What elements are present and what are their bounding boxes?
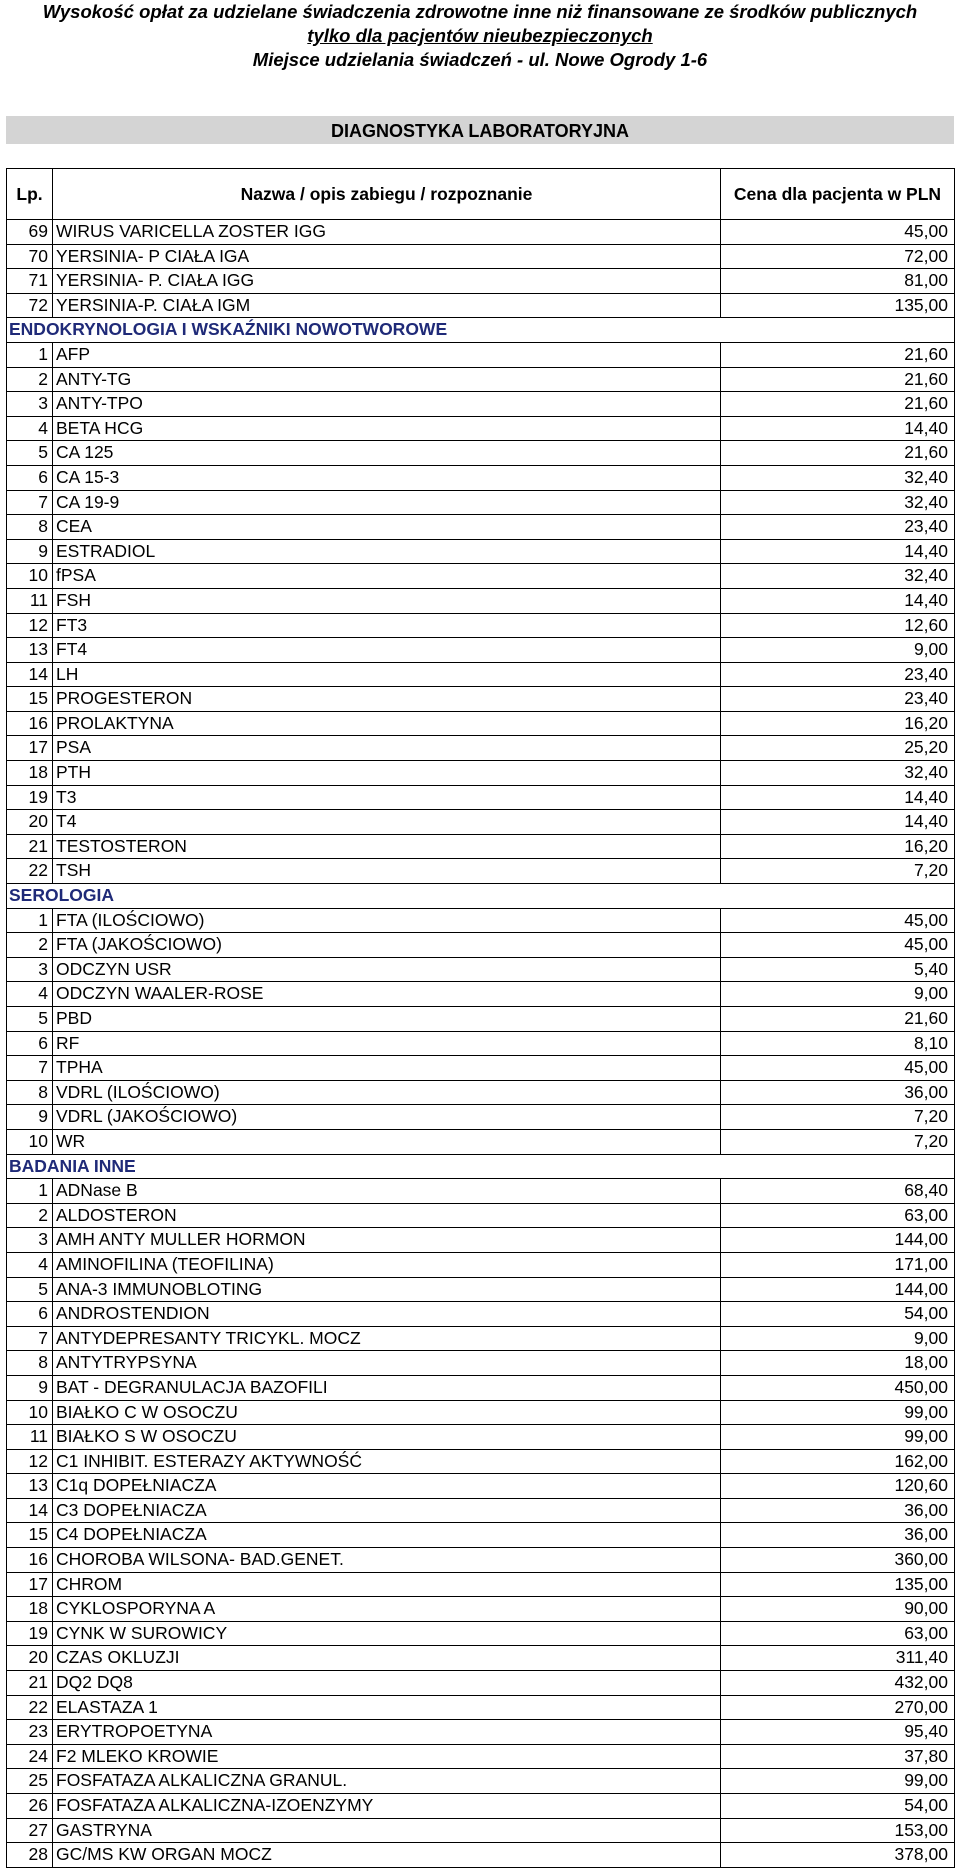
row-name: C4 DOPEŁNIACZA (53, 1523, 721, 1548)
table-row (7, 736, 955, 761)
table-row (7, 1179, 955, 1204)
row-name: CA 125 (53, 441, 721, 466)
row-lp: 11 (7, 588, 53, 613)
price-table (6, 168, 955, 1868)
row-lp: 21 (7, 1671, 53, 1696)
table-row (7, 588, 955, 613)
row-lp: 9 (7, 1105, 53, 1130)
row-name: BIAŁKO C W OSOCZU (53, 1400, 721, 1425)
row-lp: 5 (7, 441, 53, 466)
row-price: 36,00 (721, 1498, 955, 1523)
row-price: 81,00 (721, 269, 955, 294)
row-price: 14,40 (721, 785, 955, 810)
row-lp: 15 (7, 1523, 53, 1548)
row-lp: 7 (7, 1056, 53, 1081)
row-lp: 7 (7, 1326, 53, 1351)
row-lp: 27 (7, 1818, 53, 1843)
row-price: 63,00 (721, 1621, 955, 1646)
row-name: TESTOSTERON (53, 834, 721, 859)
table-row (7, 1302, 955, 1327)
row-name: ODCZYN WAALER-ROSE (53, 982, 721, 1007)
category-row (7, 1154, 955, 1179)
table-row (7, 785, 955, 810)
row-lp: 22 (7, 1695, 53, 1720)
row-name: ALDOSTERON (53, 1203, 721, 1228)
table-row (7, 1671, 955, 1696)
row-name: GASTRYNA (53, 1818, 721, 1843)
row-name: T3 (53, 785, 721, 810)
table-row (7, 515, 955, 540)
row-lp: 23 (7, 1720, 53, 1745)
row-name: CZAS OKLUZJI (53, 1646, 721, 1671)
row-lp: 21 (7, 834, 53, 859)
row-name: BIAŁKO S W OSOCZU (53, 1425, 721, 1450)
row-name: FOSFATAZA ALKALICZNA-IZOENZYMY (53, 1794, 721, 1819)
row-price: 9,00 (721, 982, 955, 1007)
row-lp: 13 (7, 1474, 53, 1499)
row-name: ANTY-TPO (53, 392, 721, 417)
row-name: PSA (53, 736, 721, 761)
row-name: ANTYDEPRESANTY TRICYKL. MOCZ (53, 1326, 721, 1351)
row-lp: 16 (7, 711, 53, 736)
column-header-name: Nazwa / opis zabiegu / rozpoznanie (53, 169, 721, 220)
row-lp: 1 (7, 1179, 53, 1204)
table-row (7, 1769, 955, 1794)
row-name: LH (53, 662, 721, 687)
row-price: 12,60 (721, 613, 955, 638)
table-row (7, 1228, 955, 1253)
row-price: 14,40 (721, 588, 955, 613)
row-lp: 24 (7, 1744, 53, 1769)
category-label: BADANIA INNE (7, 1154, 721, 1179)
table-row (7, 1277, 955, 1302)
table-row (7, 1007, 955, 1032)
row-lp: 69 (7, 220, 53, 245)
table-row (7, 613, 955, 638)
table-row (7, 1794, 955, 1819)
row-price: 135,00 (721, 293, 955, 318)
row-name: C3 DOPEŁNIACZA (53, 1498, 721, 1523)
row-lp: 70 (7, 244, 53, 269)
table-row (7, 638, 955, 663)
column-header-price: Cena dla pacjenta w PLN (721, 169, 955, 220)
row-price: 378,00 (721, 1843, 955, 1868)
row-name: ERYTROPOETYNA (53, 1720, 721, 1745)
row-price: 311,40 (721, 1646, 955, 1671)
row-price: 14,40 (721, 539, 955, 564)
table-row (7, 1597, 955, 1622)
table-header-row (7, 169, 955, 220)
row-price: 72,00 (721, 244, 955, 269)
row-price: 32,40 (721, 761, 955, 786)
row-price: 36,00 (721, 1523, 955, 1548)
table-row (7, 982, 955, 1007)
row-lp: 72 (7, 293, 53, 318)
row-price: 36,00 (721, 1080, 955, 1105)
table-row (7, 761, 955, 786)
row-price: 144,00 (721, 1277, 955, 1302)
row-price: 18,00 (721, 1351, 955, 1376)
row-name: RF (53, 1031, 721, 1056)
row-lp: 4 (7, 982, 53, 1007)
table-row (7, 1400, 955, 1425)
row-name: ODCZYN USR (53, 957, 721, 982)
table-row (7, 244, 955, 269)
row-price: 16,20 (721, 711, 955, 736)
row-lp: 12 (7, 1449, 53, 1474)
row-price: 7,20 (721, 1105, 955, 1130)
row-lp: 1 (7, 342, 53, 367)
category-empty-cell (721, 1154, 955, 1179)
table-row (7, 539, 955, 564)
table-row (7, 220, 955, 245)
row-lp: 9 (7, 539, 53, 564)
table-row (7, 1351, 955, 1376)
row-name: AMINOFILINA (TEOFILINA) (53, 1252, 721, 1277)
table-row (7, 1695, 955, 1720)
row-lp: 5 (7, 1277, 53, 1302)
row-price: 54,00 (721, 1302, 955, 1327)
row-name: CEA (53, 515, 721, 540)
row-name: FOSFATAZA ALKALICZNA GRANUL. (53, 1769, 721, 1794)
row-name: TPHA (53, 1056, 721, 1081)
row-price: 99,00 (721, 1425, 955, 1450)
table-row (7, 1252, 955, 1277)
row-name: T4 (53, 810, 721, 835)
table-row (7, 1105, 955, 1130)
row-lp: 6 (7, 1302, 53, 1327)
row-lp: 17 (7, 736, 53, 761)
row-name: ANDROSTENDION (53, 1302, 721, 1327)
row-price: 9,00 (721, 638, 955, 663)
row-price: 7,20 (721, 1129, 955, 1154)
row-lp: 14 (7, 1498, 53, 1523)
row-lp: 1 (7, 908, 53, 933)
row-lp: 6 (7, 1031, 53, 1056)
row-lp: 11 (7, 1425, 53, 1450)
row-name: VDRL (ILOŚCIOWO) (53, 1080, 721, 1105)
table-row (7, 367, 955, 392)
row-price: 99,00 (721, 1769, 955, 1794)
table-row (7, 957, 955, 982)
row-name: AFP (53, 342, 721, 367)
row-price: 135,00 (721, 1572, 955, 1597)
row-lp: 19 (7, 1621, 53, 1646)
header-subtitle: tylko dla pacjentów nieubezpieczonych (307, 25, 653, 46)
table-row (7, 711, 955, 736)
row-name: GC/MS KW ORGAN MOCZ (53, 1843, 721, 1868)
row-name: FTA (JAKOŚCIOWO) (53, 933, 721, 958)
row-lp: 4 (7, 1252, 53, 1277)
table-row (7, 1720, 955, 1745)
row-lp: 5 (7, 1007, 53, 1032)
row-lp: 71 (7, 269, 53, 294)
row-lp: 20 (7, 810, 53, 835)
table-row (7, 1129, 955, 1154)
table-row (7, 1572, 955, 1597)
table-row (7, 662, 955, 687)
row-price: 45,00 (721, 1056, 955, 1081)
table-row (7, 1375, 955, 1400)
row-price: 32,40 (721, 490, 955, 515)
row-name: ADNase B (53, 1179, 721, 1204)
row-price: 32,40 (721, 564, 955, 589)
row-lp: 22 (7, 859, 53, 884)
row-lp: 7 (7, 490, 53, 515)
row-price: 23,40 (721, 662, 955, 687)
row-name: FT4 (53, 638, 721, 663)
category-label: ENDOKRYNOLOGIA I WSKAŹNIKI NOWOTWOROWE (7, 318, 721, 343)
table-row (7, 1818, 955, 1843)
row-lp: 19 (7, 785, 53, 810)
table-row (7, 1031, 955, 1056)
row-name: CHROM (53, 1572, 721, 1597)
row-price: 162,00 (721, 1449, 955, 1474)
table-body (7, 220, 955, 1868)
row-lp: 26 (7, 1794, 53, 1819)
row-price: 23,40 (721, 515, 955, 540)
table-row (7, 342, 955, 367)
table-row (7, 810, 955, 835)
table-row (7, 859, 955, 884)
row-name: CYKLOSPORYNA A (53, 1597, 721, 1622)
row-lp: 14 (7, 662, 53, 687)
row-price: 23,40 (721, 687, 955, 712)
table-row (7, 441, 955, 466)
row-price: 21,60 (721, 392, 955, 417)
row-name: CHOROBA WILSONA- BAD.GENET. (53, 1548, 721, 1573)
row-name: CA 15-3 (53, 465, 721, 490)
column-header-lp: Lp. (7, 169, 53, 220)
row-lp: 13 (7, 638, 53, 663)
row-name: DQ2 DQ8 (53, 1671, 721, 1696)
row-lp: 8 (7, 515, 53, 540)
row-name: PBD (53, 1007, 721, 1032)
row-name: ANA-3 IMMUNOBLOTING (53, 1277, 721, 1302)
row-name: FSH (53, 588, 721, 613)
header-title: Wysokość opłat za udzielane świadczenia zdrowotne inne niż finansowane ze środków publicznych (42, 1, 918, 22)
row-price: 144,00 (721, 1228, 955, 1253)
row-lp: 10 (7, 564, 53, 589)
row-price: 90,00 (721, 1597, 955, 1622)
row-price: 37,80 (721, 1744, 955, 1769)
row-name: PROGESTERON (53, 687, 721, 712)
row-price: 360,00 (721, 1548, 955, 1573)
row-price: 63,00 (721, 1203, 955, 1228)
row-price: 95,40 (721, 1720, 955, 1745)
row-price: 16,20 (721, 834, 955, 859)
category-row (7, 318, 955, 343)
row-name: C1 INHIBIT. ESTERAZY AKTYWNOŚĆ (53, 1449, 721, 1474)
row-price: 8,10 (721, 1031, 955, 1056)
category-label: SEROLOGIA (7, 884, 721, 909)
row-price: 14,40 (721, 810, 955, 835)
row-price: 32,40 (721, 465, 955, 490)
row-lp: 8 (7, 1351, 53, 1376)
table-row (7, 416, 955, 441)
row-price: 45,00 (721, 220, 955, 245)
row-lp: 3 (7, 1228, 53, 1253)
row-price: 14,40 (721, 416, 955, 441)
row-price: 7,20 (721, 859, 955, 884)
row-price: 45,00 (721, 908, 955, 933)
table-row (7, 1548, 955, 1573)
row-name: PTH (53, 761, 721, 786)
row-lp: 4 (7, 416, 53, 441)
row-price: 432,00 (721, 1671, 955, 1696)
table-row (7, 293, 955, 318)
row-price: 270,00 (721, 1695, 955, 1720)
row-lp: 3 (7, 392, 53, 417)
row-name: CYNK W SUROWICY (53, 1621, 721, 1646)
table-row (7, 908, 955, 933)
row-price: 54,00 (721, 1794, 955, 1819)
table-row (7, 834, 955, 859)
row-name: ANTY-TG (53, 367, 721, 392)
row-price: 153,00 (721, 1818, 955, 1843)
table-row (7, 1449, 955, 1474)
row-lp: 8 (7, 1080, 53, 1105)
row-name: WIRUS VARICELLA ZOSTER IGG (53, 220, 721, 245)
row-name: CA 19-9 (53, 490, 721, 515)
table-row (7, 490, 955, 515)
row-price: 21,60 (721, 441, 955, 466)
row-name: TSH (53, 859, 721, 884)
row-lp: 2 (7, 367, 53, 392)
row-lp: 17 (7, 1572, 53, 1597)
row-lp: 2 (7, 933, 53, 958)
table-row (7, 1474, 955, 1499)
row-name: ELASTAZA 1 (53, 1695, 721, 1720)
row-price: 120,60 (721, 1474, 955, 1499)
row-price: 68,40 (721, 1179, 955, 1204)
table-row (7, 1080, 955, 1105)
row-name: fPSA (53, 564, 721, 589)
category-empty-cell (721, 318, 955, 343)
table-row (7, 392, 955, 417)
row-price: 45,00 (721, 933, 955, 958)
table-row (7, 687, 955, 712)
row-name: WR (53, 1129, 721, 1154)
document-header (0, 0, 960, 72)
row-lp: 10 (7, 1129, 53, 1154)
row-name: ANTYTRYPSYNA (53, 1351, 721, 1376)
table-row (7, 465, 955, 490)
row-lp: 18 (7, 761, 53, 786)
row-name: C1q DOPEŁNIACZA (53, 1474, 721, 1499)
category-empty-cell (721, 884, 955, 909)
row-name: F2 MLEKO KROWIE (53, 1744, 721, 1769)
row-name: BAT - DEGRANULACJA BAZOFILI (53, 1375, 721, 1400)
header-location: Miejsce udzielania świadczeń - ul. Nowe Ogrody 1-6 (252, 49, 708, 70)
table-row (7, 1056, 955, 1081)
row-lp: 6 (7, 465, 53, 490)
table-row (7, 564, 955, 589)
row-name: FT3 (53, 613, 721, 638)
section-title: DIAGNOSTYKA LABORATORYJNA (6, 116, 954, 144)
table-row (7, 269, 955, 294)
row-name: VDRL (JAKOŚCIOWO) (53, 1105, 721, 1130)
row-name: FTA (ILOŚCIOWO) (53, 908, 721, 933)
row-name: PROLAKTYNA (53, 711, 721, 736)
row-lp: 20 (7, 1646, 53, 1671)
row-price: 21,60 (721, 1007, 955, 1032)
row-lp: 2 (7, 1203, 53, 1228)
row-name: YERSINIA-P. CIAŁA IGM (53, 293, 721, 318)
table-row (7, 1523, 955, 1548)
row-price: 9,00 (721, 1326, 955, 1351)
row-price: 5,40 (721, 957, 955, 982)
row-lp: 10 (7, 1400, 53, 1425)
table-row (7, 1646, 955, 1671)
category-row (7, 884, 955, 909)
row-price: 99,00 (721, 1400, 955, 1425)
row-price: 21,60 (721, 367, 955, 392)
row-lp: 12 (7, 613, 53, 638)
row-lp: 18 (7, 1597, 53, 1622)
table-row (7, 1621, 955, 1646)
row-lp: 15 (7, 687, 53, 712)
row-price: 25,20 (721, 736, 955, 761)
table-row (7, 1744, 955, 1769)
row-name: AMH ANTY MULLER HORMON (53, 1228, 721, 1253)
row-lp: 28 (7, 1843, 53, 1868)
table-row (7, 1425, 955, 1450)
row-price: 450,00 (721, 1375, 955, 1400)
row-name: ESTRADIOL (53, 539, 721, 564)
row-name: BETA HCG (53, 416, 721, 441)
row-lp: 25 (7, 1769, 53, 1794)
row-name: YERSINIA- P. CIAŁA IGG (53, 269, 721, 294)
table-row (7, 1203, 955, 1228)
table-row (7, 1326, 955, 1351)
row-price: 21,60 (721, 342, 955, 367)
row-lp: 9 (7, 1375, 53, 1400)
row-lp: 3 (7, 957, 53, 982)
table-row (7, 1498, 955, 1523)
table-row (7, 933, 955, 958)
row-name: YERSINIA- P CIAŁA IGA (53, 244, 721, 269)
table-row (7, 1843, 955, 1868)
row-price: 171,00 (721, 1252, 955, 1277)
row-lp: 16 (7, 1548, 53, 1573)
